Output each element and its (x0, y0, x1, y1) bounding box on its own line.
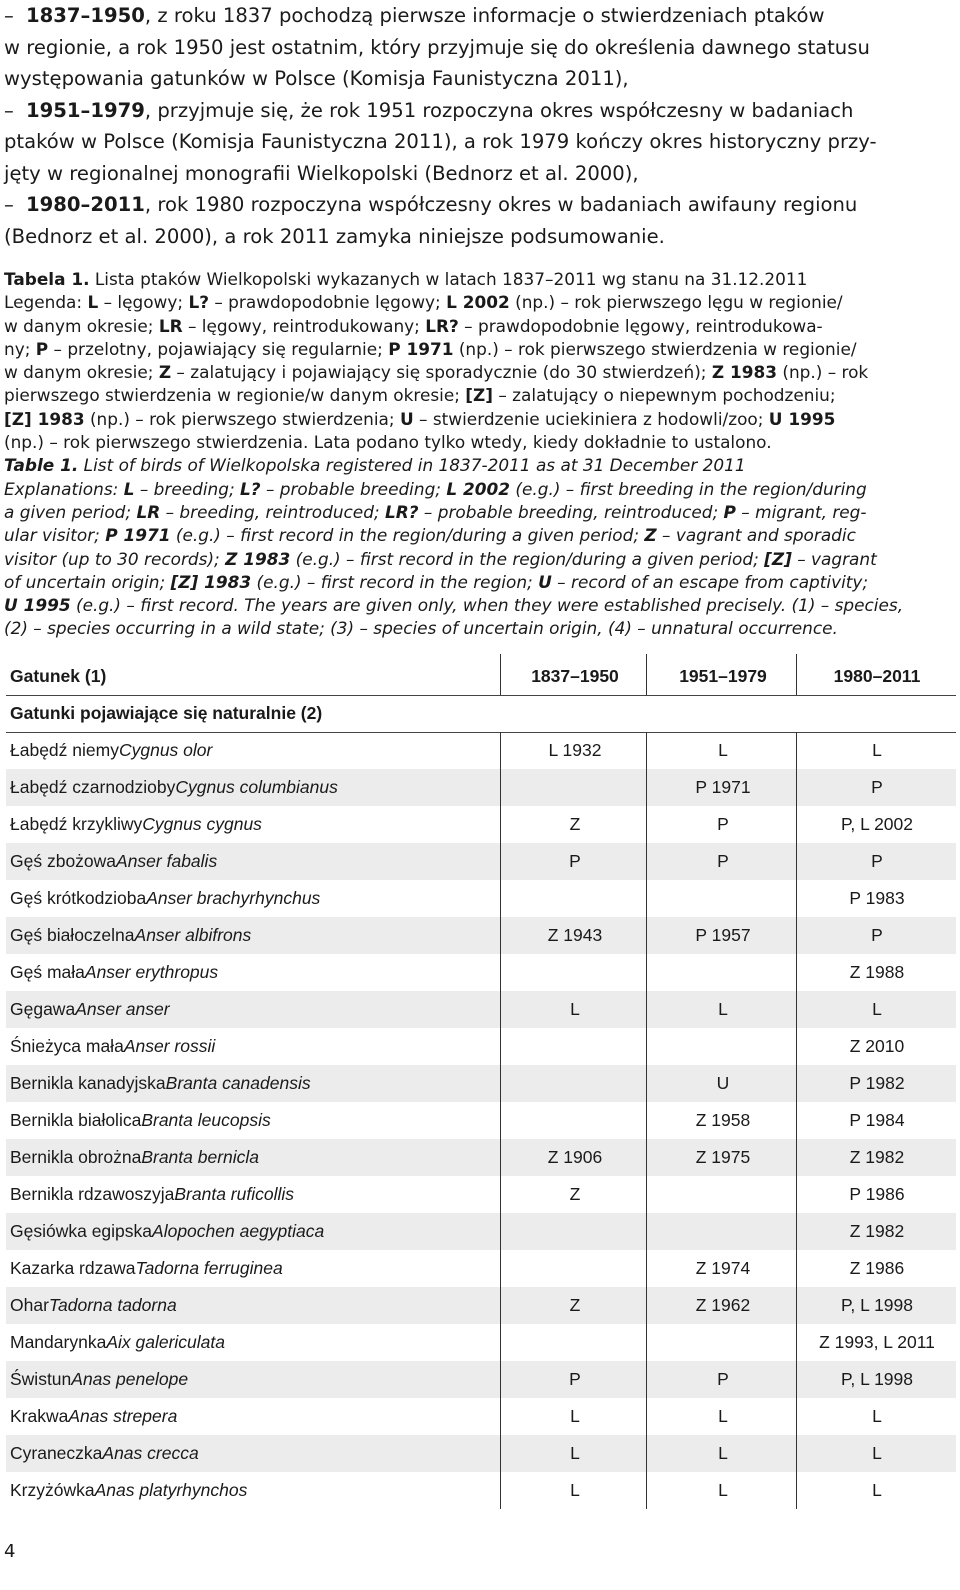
caption-text: (np.) – rok pierwszego lęgu w regionie/ (509, 292, 843, 313)
status-1837-1950 (502, 954, 648, 991)
intro-paragraph (4, 0, 956, 252)
caption-code: Z (158, 362, 172, 383)
caption-text: Lista ptaków Wielkopolski wykazanych w latach 1837–2011 wg stanu na 31.12.2011 (89, 269, 808, 289)
column-header: Gatunek (1) (10, 666, 107, 686)
table-row (6, 1065, 956, 1102)
caption-text: – breeding; (134, 478, 241, 499)
column-divider (500, 654, 501, 695)
species-name (10, 1213, 498, 1250)
intro-line (4, 126, 956, 158)
status-1951-1979: L (718, 1480, 728, 1500)
table-row (6, 1250, 956, 1287)
status-1951-1979: L (718, 999, 728, 1019)
status-1837-1950: L (570, 1406, 580, 1426)
status-1980-2011: P, L 1998 (840, 1295, 914, 1315)
status-1951-1979: P 1971 (695, 777, 751, 797)
species-polish-name: Łabędź czarnodzioby (10, 777, 176, 797)
species-name (10, 806, 498, 843)
caption-line (4, 268, 954, 291)
species-polish-name: Gęś białoczelna (10, 925, 135, 945)
caption-text: – stwierdzenie uciekiniera z hodowli/zoo; (413, 408, 769, 429)
status-1980-2011: P, L 1998 (840, 1369, 914, 1389)
caption-line (4, 291, 954, 314)
status-1837-1950: L (570, 1480, 580, 1500)
species-name (10, 1028, 498, 1065)
period-range: 1951–1979 (26, 98, 145, 122)
species-latin-name: Cygnus olor (118, 740, 213, 760)
caption-text: (np.) – rok (777, 362, 869, 383)
intro-line (4, 95, 956, 127)
caption-code: Tabela 1. (4, 269, 90, 289)
status-1837-1950: Z (569, 1295, 581, 1315)
caption-line (4, 408, 954, 431)
status-1980-2011: P 1983 (849, 888, 905, 908)
species-latin-name: Anas crecca (102, 1443, 199, 1463)
column-divider (796, 654, 797, 695)
status-1951-1979 (648, 954, 798, 991)
column-header: 1980–2011 (833, 666, 921, 686)
species-polish-name: Gęsiówka egipska (10, 1221, 153, 1241)
caption-code: [Z] 1983 (170, 571, 252, 592)
status-1951-1979: P (717, 814, 729, 834)
species-name (10, 843, 498, 880)
intro-text: w regionie, a rok 1950 jest ostatnim, który przyjmuje się do określenia dawnego statusu (4, 35, 870, 59)
caption-line (4, 501, 954, 524)
status-1951-1979: L (718, 740, 728, 760)
species-name (10, 1139, 498, 1176)
caption-code: L 2002 (446, 478, 511, 499)
species-latin-name: Anas penelope (71, 1369, 189, 1389)
species-name (10, 1065, 498, 1102)
caption-text: – migrant, reg- (735, 501, 867, 522)
column-header: 1951–1979 (679, 666, 767, 686)
caption-line (4, 431, 954, 454)
intro-text: (Bednorz et al. 2000), a rok 2011 zamyka niniejsze podsumowanie. (4, 224, 665, 248)
caption-code: Table 1. (4, 455, 79, 476)
caption-code: U (538, 571, 552, 592)
table-row (6, 1472, 956, 1509)
caption-code: L 2002 (446, 292, 510, 313)
column-divider (646, 732, 647, 1509)
status-1837-1950 (502, 1250, 648, 1287)
caption-code: Z 1983 (711, 362, 777, 383)
caption-line (4, 524, 954, 547)
intro-text: jęty w regionalnej monografii Wielkopolski (Bednorz et al. 2000), (4, 161, 639, 185)
species-latin-name: Tadorna ferruginea (135, 1258, 283, 1278)
species-latin-name: Anser anser (75, 999, 170, 1019)
species-polish-name: Krakwa (10, 1406, 69, 1426)
status-1837-1950 (502, 769, 648, 806)
caption-text: – lęgowy, reintrodukowany; (182, 315, 426, 336)
species-polish-name: Gęś mała (10, 962, 85, 982)
status-1951-1979: L (718, 1406, 728, 1426)
status-1837-1950: L (570, 1443, 580, 1463)
intro-line (4, 32, 956, 64)
status-1980-2011: Z 2010 (849, 1036, 905, 1056)
species-latin-name: Anser fabalis (116, 851, 218, 871)
list-dash: – (4, 98, 14, 122)
species-latin-name: Tadorna tadorna (48, 1295, 177, 1315)
caption-code: L? (188, 292, 209, 313)
species-name (10, 954, 498, 991)
species-polish-name: Ohar (10, 1295, 49, 1315)
caption-text: – lęgowy; (98, 292, 189, 313)
table-row (6, 1435, 956, 1472)
status-1980-2011: P 1986 (849, 1184, 905, 1204)
status-1837-1950 (502, 1065, 648, 1102)
caption-line (4, 315, 954, 338)
species-polish-name: Bernikla obrożna (10, 1147, 142, 1167)
table-rule (6, 732, 956, 733)
species-latin-name: Branta canadensis (165, 1073, 311, 1093)
species-polish-name: Kazarka rdzawa (10, 1258, 136, 1278)
species-name (10, 1324, 498, 1361)
species-polish-name: Świstun (10, 1369, 72, 1389)
species-latin-name: Anser rossii (123, 1036, 216, 1056)
table-row (6, 843, 956, 880)
caption-text: pierwszego stwierdzenia w regionie/w danym okresie; (4, 385, 466, 406)
status-1980-2011: Z 1982 (849, 1221, 905, 1241)
caption-text: visitor (up to 30 records); (4, 548, 226, 569)
status-1837-1950 (502, 1213, 648, 1250)
table-row (6, 769, 956, 806)
status-1980-2011: P, L 2002 (840, 814, 914, 834)
species-latin-name: Anas platyrhynchos (94, 1480, 248, 1500)
caption-code: U 1995 (768, 408, 836, 429)
species-latin-name: Branta ruficollis (174, 1184, 295, 1204)
status-1837-1950 (502, 1324, 648, 1361)
table-row (6, 1139, 956, 1176)
column-divider (500, 732, 501, 1509)
table-row (6, 1176, 956, 1213)
species-latin-name: Anser erythropus (84, 962, 219, 982)
species-latin-name: Branta leucopsis (141, 1110, 271, 1130)
species-polish-name: Gęś krótkodzioba (10, 888, 147, 908)
caption-text: (np.) – rok pierwszego stwierdzenia; (84, 408, 400, 429)
status-1837-1950: Z (569, 814, 581, 834)
species-name (10, 880, 498, 917)
caption-text: (e.g.) – first record in the region/during a given period; (290, 548, 765, 569)
species-polish-name: Krzyżówka (10, 1480, 95, 1500)
caption-code: L (87, 292, 99, 313)
table-row (6, 1102, 956, 1139)
caption-code: U (399, 408, 414, 429)
intro-line (4, 158, 956, 190)
caption-code: LR? (384, 501, 419, 522)
caption-line (4, 617, 954, 640)
caption-text: (np.) – rok pierwszego stwierdzenia w regionie/ (453, 338, 857, 359)
table-row (6, 806, 956, 843)
species-polish-name: Bernikla kanadyjska (10, 1073, 166, 1093)
status-1980-2011: Z 1982 (849, 1147, 905, 1167)
intro-line (4, 221, 956, 253)
caption-code: [Z] (764, 548, 792, 569)
caption-line (4, 548, 954, 571)
status-1951-1979: P (717, 1369, 729, 1389)
intro-text: , z roku 1837 pochodzą pierwsze informacje o stwierdzeniach ptaków (144, 4, 825, 27)
status-1951-1979 (648, 880, 798, 917)
status-1837-1950: Z 1906 (547, 1147, 603, 1167)
table-header-row (6, 658, 956, 695)
table-row (6, 1028, 956, 1065)
caption-line (4, 361, 954, 384)
caption-code: LR (158, 315, 183, 336)
status-1980-2011: P 1982 (849, 1073, 905, 1093)
status-1980-2011: Z 1993, L 2011 (819, 1332, 935, 1352)
table-caption (4, 268, 954, 641)
species-polish-name: Śnieżyca mała (10, 1036, 124, 1056)
intro-line (4, 63, 956, 95)
status-1951-1979 (648, 1176, 798, 1213)
column-divider (796, 732, 797, 1509)
intro-line (4, 0, 956, 32)
list-dash: – (4, 193, 14, 216)
caption-code: P 1971 (105, 525, 171, 546)
caption-line (4, 454, 954, 477)
caption-text: Legenda: (4, 292, 88, 313)
status-1951-1979: P (717, 851, 729, 871)
status-1951-1979: P 1957 (695, 925, 751, 945)
caption-text: – prawdopodobnie lęgowy; (209, 292, 447, 313)
status-1837-1950: L 1932 (548, 740, 602, 760)
caption-text: – vagrant and sporadic (656, 525, 856, 546)
status-1951-1979: Z 1962 (695, 1295, 751, 1315)
status-1951-1979: Z 1975 (695, 1147, 751, 1167)
table-rule (6, 695, 956, 696)
intro-text: , przyjmuje się, że rok 1951 rozpoczyna okres współczesny w badaniach (144, 98, 854, 122)
status-1951-1979: Z 1974 (695, 1258, 751, 1278)
intro-line (4, 189, 956, 221)
caption-code: L? (240, 478, 261, 499)
intro-text: ptaków w Polsce (Komisja Faunistyczna 2011), a rok 1979 kończy okres historyczny przy- (4, 130, 877, 153)
caption-code: P 1971 (388, 338, 454, 359)
caption-text: (e.g.) – first record in the region/during a given period; (170, 525, 645, 546)
caption-text: – probable breeding, reintroduced; (418, 501, 724, 522)
table-row (6, 1324, 956, 1361)
caption-text: – probable breeding; (260, 478, 447, 499)
status-1837-1950: P (569, 851, 581, 871)
table-row (6, 732, 956, 769)
status-1837-1950 (502, 880, 648, 917)
status-1980-2011: L (872, 740, 882, 760)
caption-text: – breeding, reintroduced; (160, 501, 385, 522)
caption-code: LR (136, 501, 161, 522)
list-dash: – (4, 4, 14, 27)
status-1951-1979 (648, 1324, 798, 1361)
caption-text: – prawdopodobnie lęgowy, reintrodukowa- (458, 315, 823, 336)
species-name (10, 1472, 498, 1509)
species-name (10, 991, 498, 1028)
caption-code: U 1995 (4, 595, 71, 616)
page-number: 4 (4, 1541, 16, 1562)
species-polish-name: Mandarynka (10, 1332, 107, 1352)
table-row (6, 1398, 956, 1435)
caption-code: Z (644, 525, 657, 546)
species-name (10, 1102, 498, 1139)
species-latin-name: Anser brachyrhynchus (146, 888, 321, 908)
species-latin-name: Anas strepera (68, 1406, 178, 1426)
caption-text: (np.) – rok pierwszego stwierdzenia. Lata podano tylko wtedy, kiedy dokładnie to ustalono. (4, 432, 772, 453)
species-name (10, 1176, 498, 1213)
caption-text: (e.g.) – first record. The years are given only, when they were established precisely. (1) – species, (70, 595, 904, 616)
species-name (10, 1435, 498, 1472)
caption-text: (e.g.) – first breeding in the region/during (510, 478, 867, 499)
species-polish-name: Gęś zbożowa (10, 851, 117, 871)
caption-text: w danym okresie; (4, 315, 159, 336)
caption-code: L (123, 478, 135, 499)
caption-code: [Z] (465, 385, 493, 406)
status-1837-1950: Z (569, 1184, 581, 1204)
table-row (6, 1361, 956, 1398)
caption-line (4, 478, 954, 501)
species-name (10, 1287, 498, 1324)
intro-text: , rok 1980 rozpoczyna współczesny okres w badaniach awifauny regionu (144, 193, 858, 216)
caption-code: P (35, 338, 49, 359)
status-1951-1979: Z 1958 (695, 1110, 751, 1130)
period-range: 1837–1950 (26, 4, 145, 27)
section-title: Gatunki pojawiające się naturalnie (2) (10, 703, 323, 723)
caption-text: – zalatujący o niepewnym pochodzeniu; (492, 385, 836, 406)
species-latin-name: Branta bernicla (141, 1147, 260, 1167)
status-1980-2011: L (872, 1406, 882, 1426)
table-row (6, 917, 956, 954)
caption-text: – przelotny, pojawiający się regularnie; (48, 338, 389, 359)
status-1980-2011: L (872, 999, 882, 1019)
column-divider (646, 654, 647, 695)
status-1951-1979 (648, 1213, 798, 1250)
species-name (10, 732, 498, 769)
species-name (10, 769, 498, 806)
section-row (6, 695, 956, 732)
table-row (6, 1287, 956, 1324)
species-latin-name: Cygnus cygnus (142, 814, 262, 834)
species-name (10, 1250, 498, 1287)
caption-text: List of birds of Wielkopolska registered in 1837-2011 as at 31 December 2011 (78, 455, 746, 476)
caption-text: of uncertain origin; (4, 571, 171, 592)
status-1980-2011: L (872, 1480, 882, 1500)
caption-text: (e.g.) – first record in the region; (251, 571, 539, 592)
species-polish-name: Łabędź niemy (10, 740, 119, 760)
status-1980-2011: P (871, 925, 883, 945)
status-1980-2011: P (871, 851, 883, 871)
table-row (6, 954, 956, 991)
status-1980-2011: L (872, 1443, 882, 1463)
caption-text: w danym okresie; (4, 362, 159, 383)
caption-text: a given period; (4, 501, 137, 522)
species-latin-name: Anser albifrons (134, 925, 252, 945)
caption-code: [Z] 1983 (4, 408, 85, 429)
caption-line (4, 571, 954, 594)
caption-code: LR? (425, 315, 459, 336)
table-row (6, 1213, 956, 1250)
caption-line (4, 594, 954, 617)
species-latin-name: Aix galericulata (106, 1332, 225, 1352)
species-polish-name: Łabędź krzykliwy (10, 814, 143, 834)
species-polish-name: Bernikla rdzawoszyja (10, 1184, 175, 1204)
status-1951-1979: L (718, 1443, 728, 1463)
caption-text: – record of an escape from captivity; (551, 571, 869, 592)
status-1951-1979 (648, 1028, 798, 1065)
species-name (10, 1361, 498, 1398)
caption-text: ny; (4, 338, 36, 359)
status-1837-1950 (502, 1102, 648, 1139)
caption-text: – vagrant (791, 548, 877, 569)
caption-text: Explanations: (4, 478, 124, 499)
status-1980-2011: P 1984 (849, 1110, 905, 1130)
status-1837-1950: Z 1943 (547, 925, 603, 945)
intro-text: występowania gatunków w Polsce (Komisja Faunistyczna 2011), (4, 67, 629, 90)
species-polish-name: Gęgawa (10, 999, 76, 1019)
table-row (6, 991, 956, 1028)
species-name (10, 1398, 498, 1435)
caption-text: – zalatujący i pojawiający się sporadycznie (do 30 stwierdzeń); (171, 362, 712, 383)
status-1980-2011: Z 1986 (849, 1258, 905, 1278)
period-range: 1980–2011 (26, 193, 145, 216)
caption-text: (2) – species occurring in a wild state; (3) – species of uncertain origin, (4) – unnatural occurrence. (4, 618, 838, 639)
caption-text: ular visitor; (4, 525, 106, 546)
column-header: 1837–1950 (531, 666, 619, 686)
status-1980-2011: Z 1988 (849, 962, 905, 982)
species-polish-name: Bernikla białolica (10, 1110, 142, 1130)
species-name (10, 917, 498, 954)
status-1837-1950: P (569, 1369, 581, 1389)
status-1837-1950 (502, 1028, 648, 1065)
status-1837-1950: L (570, 999, 580, 1019)
table-row (6, 880, 956, 917)
species-polish-name: Cyraneczka (10, 1443, 103, 1463)
status-1951-1979: U (716, 1073, 730, 1093)
caption-code: Z 1983 (225, 548, 291, 569)
caption-code: P (723, 501, 736, 522)
status-1980-2011: P (871, 777, 883, 797)
species-latin-name: Cygnus columbianus (175, 777, 338, 797)
caption-line (4, 384, 954, 407)
species-latin-name: Alopochen aegyptiaca (152, 1221, 325, 1241)
caption-line (4, 338, 954, 361)
